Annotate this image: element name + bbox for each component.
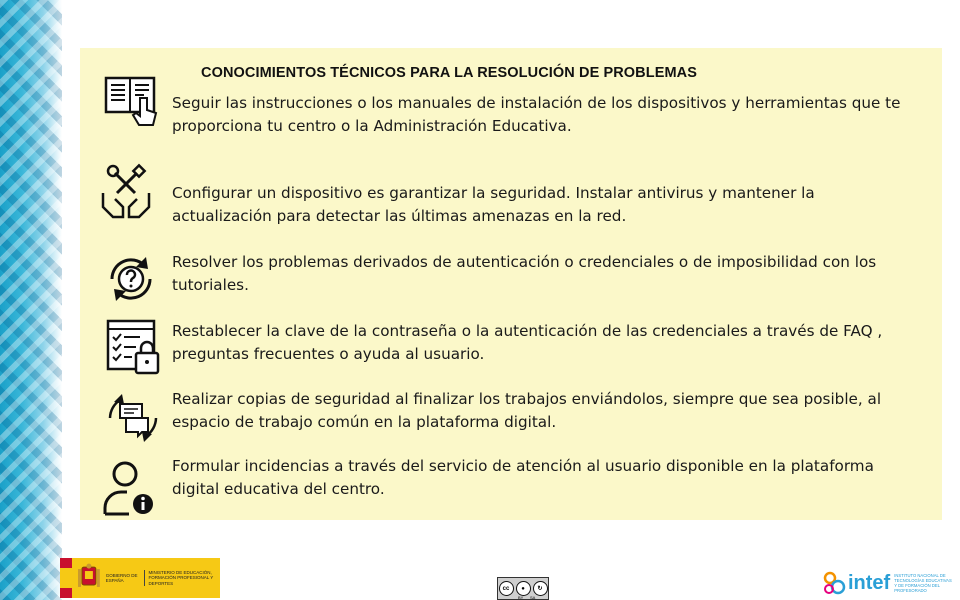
- chat-sync-icon: [104, 388, 162, 448]
- question-refresh-icon: [102, 249, 160, 309]
- page-title: CONOCIMIENTOS TÉCNICOS PARA LA RESOLUCIÓN DE PROBLEMAS: [201, 65, 698, 81]
- manual-reading-icon: [102, 74, 160, 134]
- item-text-5: Realizar copias de seguridad al finalizar los trabajos enviándolos, siempre que sea posible, al espacio de trabajo común en la plataforma digital.: [172, 390, 882, 431]
- cc-label-by: BY: [518, 595, 524, 600]
- gov-text: GOBIERNO DE ESPAÑA: [105, 572, 138, 583]
- hands-tools-icon: [97, 163, 155, 223]
- intef-mark-icon: [822, 570, 846, 596]
- flag-stripe: [60, 558, 72, 598]
- coat-of-arms-icon: [76, 563, 102, 593]
- intef-description: INSTITUTO NACIONAL DE TECNOLOGÍAS EDUCATIVAS Y DE FORMACIÓN DEL PROFESORADO: [894, 573, 952, 593]
- item-text-6: Formular incidencias a través del servicio de atención al usuario disponible en la plataforma digital educativa del centro.: [172, 457, 874, 498]
- creative-commons-badge[interactable]: [497, 577, 549, 600]
- user-info-icon: [99, 458, 157, 518]
- by-icon: ●: [516, 581, 531, 596]
- content-panel: [80, 48, 942, 520]
- intef-logo: [822, 568, 957, 598]
- item-text-4: Restablecer la clave de la contraseña o la autenticación de las credenciales a través de FAQ , preguntas frecuentes o ayuda al usuario.: [172, 322, 883, 363]
- checklist-lock-icon: [104, 317, 162, 377]
- item-text-2: Configurar un dispositivo es garantizar la seguridad. Instalar antivirus y mantener la actualización para detectar las últimas amenazas en la red.: [172, 184, 815, 225]
- cc-icon: cc: [499, 581, 514, 596]
- item-text-1: Seguir las instrucciones o los manuales de instalación de los dispositivos y herramientas que te proporciona tu centro o la Administración Educativa.: [172, 94, 901, 135]
- intef-wordmark: intef: [848, 571, 891, 594]
- government-logo: [60, 558, 220, 598]
- sa-icon: ↻: [533, 581, 548, 596]
- cc-label-sa: SA: [530, 595, 536, 600]
- ministry-text: MINISTERIO DE EDUCACIÓN, FORMACIÓN PROFESIONAL Y DEPORTES: [144, 570, 221, 587]
- decorative-side-strip: [0, 0, 62, 600]
- item-text-3: Resolver los problemas derivados de autenticación o credenciales o de imposibilidad con los tutoriales.: [172, 253, 877, 294]
